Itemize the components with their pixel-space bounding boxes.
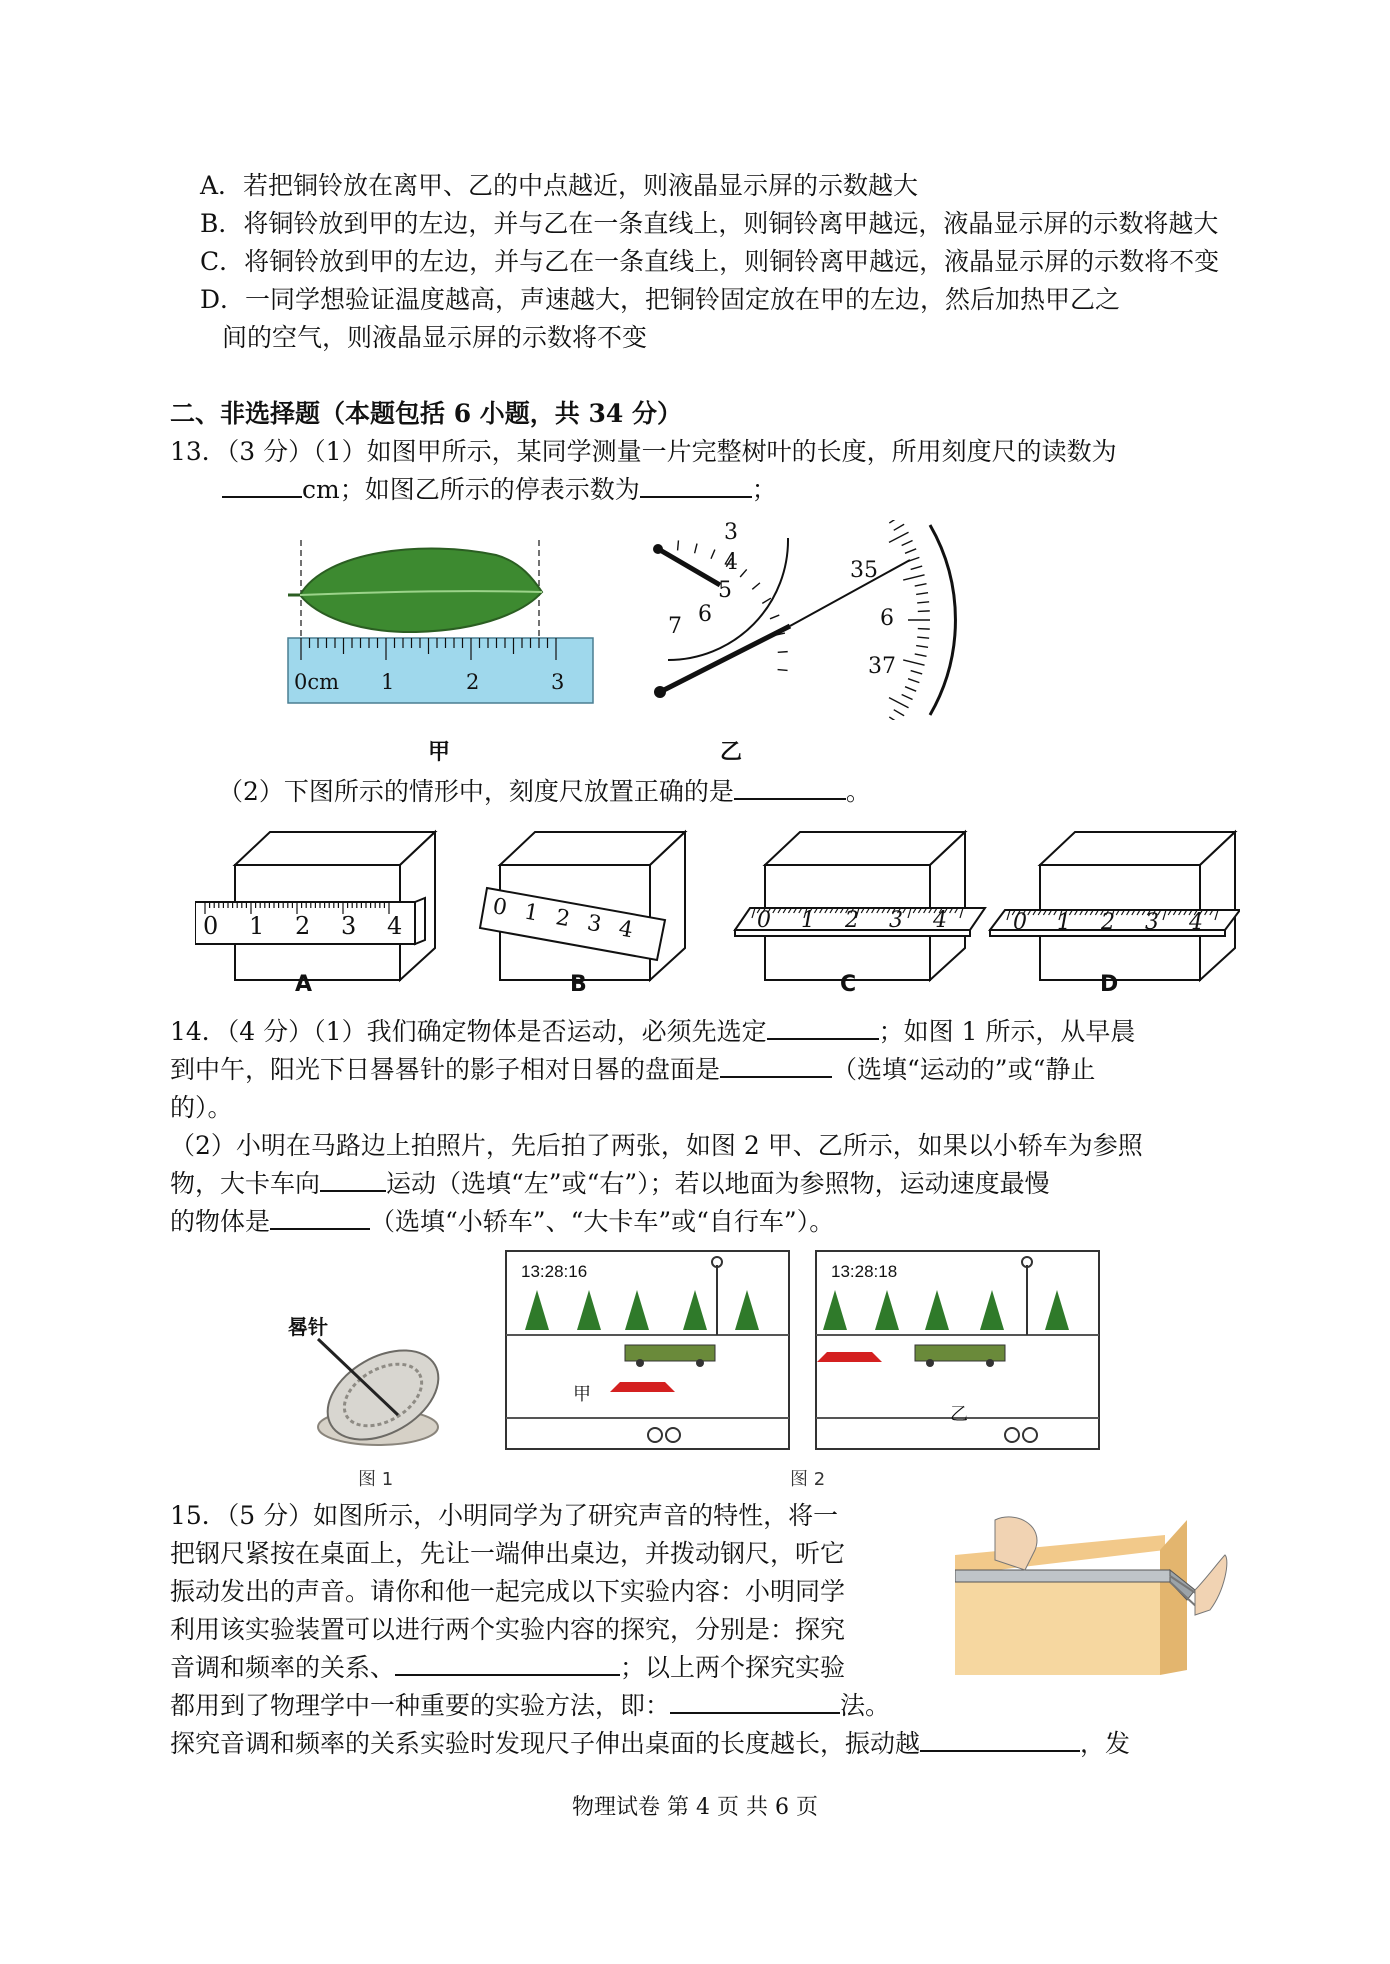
q15-line7-end: ，发 (1080, 1729, 1131, 1758)
tick-mark (902, 540, 913, 545)
q13-part2-end: 。 (845, 777, 871, 806)
scale-digit-a: 2 (295, 912, 311, 940)
tick-mark (740, 569, 747, 577)
answer-blank[interactable] (767, 1016, 879, 1040)
tick-mark (889, 698, 909, 708)
scale-digit-b: 4 (616, 916, 635, 944)
option-b: B．将铜铃放到甲的左边，并与乙在一条直线上，则铜铃离甲越远，液晶显示屏的示数将越大 (200, 209, 1219, 238)
tick-mark (778, 652, 788, 653)
leaf-ruler-figure (286, 530, 596, 705)
q15-line5-end: ；以上两个探究实验 (620, 1653, 846, 1682)
tick-mark (911, 671, 923, 674)
tick-mark (770, 615, 779, 619)
tick-mark (918, 629, 930, 630)
tick-mark (778, 670, 788, 671)
box-c (735, 832, 985, 980)
q14-line1-text: 14．（4 分）（1）我们确定物体是否运动，必须先选定 (170, 1017, 767, 1046)
scale-digit-a: 0 (203, 912, 219, 940)
q15-line5 (170, 1652, 845, 1684)
tick-mark (915, 654, 927, 656)
q15-line6-text: 都用到了物理学中一种重要的实验方法，即： (170, 1691, 671, 1720)
answer-blank[interactable] (320, 1168, 386, 1192)
ruler-c-digits (757, 908, 947, 933)
option-a: A．若把铜铃放在离甲、乙的中点越近，则液晶显示屏的示数越大 (200, 171, 919, 200)
scale-digit-a: 1 (249, 912, 265, 940)
photo-label-yi: 乙 (950, 1404, 968, 1425)
q14-line2 (170, 1054, 1095, 1086)
tick-mark (889, 532, 909, 542)
tick-mark (905, 549, 916, 553)
figure-2-caption: 图 2 (790, 1469, 826, 1490)
box-d (990, 832, 1240, 980)
tick-mark (917, 602, 929, 603)
steel-ruler-figure (955, 1500, 1235, 1680)
stopwatch-figure (640, 520, 980, 720)
answer-blank[interactable] (640, 474, 752, 498)
q13-part2 (218, 776, 871, 808)
q13-unit-text: cm；如图乙所示的停表示数为 (302, 475, 640, 504)
tick-mark (903, 660, 924, 665)
answer-blank[interactable] (222, 474, 302, 498)
figure-jia-label: 甲 (428, 740, 451, 765)
scale-digit-a: 3 (341, 912, 357, 940)
sundial-figure (278, 1305, 458, 1455)
tick-mark (711, 550, 715, 559)
stopwatch-big-label: 35 (850, 558, 878, 583)
q13-line2 (222, 474, 777, 506)
choice-label-d: D (1100, 972, 1119, 997)
q14-line4: （2）小明在马路边上拍照片，先后拍了两张，如图 2 甲、乙所示，如果以小轿车为参照 (170, 1131, 1143, 1160)
q15-line6-end: 法。 (840, 1691, 891, 1720)
scale-digit-d: 1 (1057, 910, 1071, 935)
answer-blank[interactable] (734, 776, 846, 800)
q14-line3: 的）。 (170, 1093, 233, 1122)
tick-mark (695, 544, 697, 554)
tick-mark (678, 540, 679, 550)
tick-mark (889, 520, 899, 523)
ruler-tick-label: 3 (551, 670, 565, 694)
option-d-line2: 间的空气，则液晶显示屏的示数将不变 (222, 323, 648, 352)
scale-digit-c: 0 (757, 908, 771, 933)
section-heading: 二、非选择题（本题包括 6 小题，共 34 分） (170, 399, 683, 428)
scale-digit-b: 2 (553, 905, 572, 933)
q13-line1: 13．（3 分）（1）如图甲所示，某同学测量一片完整树叶的长度，所用刻度尺的读数为 (170, 437, 1117, 466)
scale-digit-c: 1 (801, 908, 815, 933)
tick-mark (918, 611, 930, 612)
q13-line2-end: ； (751, 475, 777, 504)
choice-label-b: B (570, 972, 587, 997)
scale-digit-d: 3 (1145, 910, 1159, 935)
answer-blank[interactable] (920, 1728, 1080, 1752)
scale-digit-d: 0 (1013, 910, 1027, 935)
stopwatch-small-label: 7 (668, 614, 682, 639)
photo-timestamp: 13:28:16 (521, 1262, 588, 1281)
figure-1-caption: 图 1 (358, 1469, 394, 1490)
scale-digit-a: 4 (387, 912, 403, 940)
scale-digit-d: 4 (1189, 910, 1203, 935)
photo-timestamp: 13:28:18 (831, 1262, 898, 1281)
q13-part2-text: （2）下图所示的情形中，刻度尺放置正确的是 (218, 777, 734, 806)
tick-mark (915, 584, 927, 586)
option-d-line1: D．一同学想验证温度越高，声速越大，把铜铃固定放在甲的左边，然后加热甲乙之 (200, 285, 1121, 314)
ruler-zero-label: 0cm (294, 670, 340, 694)
page-footer: 物理试卷 第 4 页 共 6 页 (572, 1795, 818, 1820)
tick-mark (894, 524, 904, 530)
tick-mark (916, 593, 928, 595)
q14-line5 (170, 1168, 1050, 1200)
answer-blank[interactable] (395, 1652, 620, 1676)
tick-mark (905, 687, 916, 691)
tick-mark (911, 566, 923, 569)
q15-line4: 利用该实验装置可以进行两个实验内容的探究，分别是：探究 (170, 1615, 846, 1644)
scale-digit-c: 3 (889, 908, 903, 933)
q15-line2: 把钢尺紧按在桌面上，先让一端伸出桌边，并拨动钢尺，听它 (170, 1539, 846, 1568)
q15-line1: 15．（5 分）如图所示，小明同学为了研究声音的特性，将一 (170, 1501, 839, 1530)
q15-line3: 振动发出的声音。请你和他一起完成以下实验内容：小明同学 (170, 1577, 846, 1606)
stopwatch-small-label: 5 (718, 578, 732, 603)
scale-digit-c: 2 (845, 908, 859, 933)
q14-line6 (170, 1206, 834, 1238)
road-photo-jia (505, 1250, 790, 1450)
tick-mark (889, 717, 899, 720)
scale-digit-b: 3 (585, 910, 604, 938)
scale-digit-d: 2 (1101, 910, 1115, 935)
q14-line2-text: 到中午，阳光下日晷晷针的影子相对日晷的盘面是 (170, 1055, 721, 1084)
q14-line5-text: 物，大卡车向 (170, 1169, 321, 1198)
stopwatch-big-label: 6 (880, 606, 894, 631)
q14-line6-end: （选填“小轿车”、“大卡车”或“自行车”）。 (370, 1207, 835, 1236)
answer-blank[interactable] (720, 1054, 832, 1078)
choice-label-a: A (295, 972, 313, 997)
tick-mark (894, 710, 904, 716)
tick-mark (752, 583, 760, 589)
stopwatch-big-label: 37 (868, 654, 896, 679)
answer-blank[interactable] (270, 1206, 370, 1230)
option-c: C．将铜铃放到甲的左边，并与乙在一条直线上，则铜铃离甲越远，液晶显示屏的示数将不变 (200, 247, 1220, 276)
q14-line6-text: 的物体是 (170, 1207, 271, 1236)
road-photo-yi (815, 1250, 1100, 1450)
q14-line5-end: 运动（选填“左”或“右”）；若以地面为参照物，运动速度最慢 (386, 1169, 1050, 1198)
q15-line5-text: 音调和频率的关系、 (170, 1653, 396, 1682)
choice-label-c: C (840, 972, 857, 997)
photo-label-jia: 甲 (573, 1384, 591, 1405)
tick-mark (917, 637, 929, 638)
answer-blank[interactable] (670, 1690, 840, 1714)
q14-line1-mid: ；如图 1 所示，从早晨 (878, 1017, 1136, 1046)
ruler-d-digits (1013, 910, 1203, 935)
scale-digit-b: 0 (490, 894, 509, 922)
scale-digit-b: 1 (522, 899, 541, 927)
stopwatch-small-label: 4 (724, 550, 738, 575)
q14-line2-end: （选填“运动的”或“静止 (832, 1055, 1096, 1084)
tick-mark (916, 646, 928, 648)
q15-line7 (170, 1728, 1130, 1760)
q15-line6 (170, 1690, 890, 1722)
tick-mark (908, 679, 919, 683)
q15-line7-text: 探究音调和频率的关系实验时发现尺子伸出桌面的长度越长，振动越 (170, 1729, 921, 1758)
q14-line1 (170, 1016, 1135, 1048)
stopwatch-small-label: 3 (724, 520, 738, 545)
scale-digit-c: 4 (933, 908, 947, 933)
ruler-tick-label: 2 (466, 670, 480, 694)
figure-yi-label: 乙 (720, 740, 743, 765)
tick-mark (902, 695, 913, 700)
ruler-placement-figures (195, 820, 1240, 995)
stopwatch-small-label: 6 (698, 602, 712, 627)
gnomon-label: 晷针 (288, 1315, 328, 1339)
tick-mark (903, 575, 924, 580)
ruler-tick-label: 1 (381, 670, 395, 694)
